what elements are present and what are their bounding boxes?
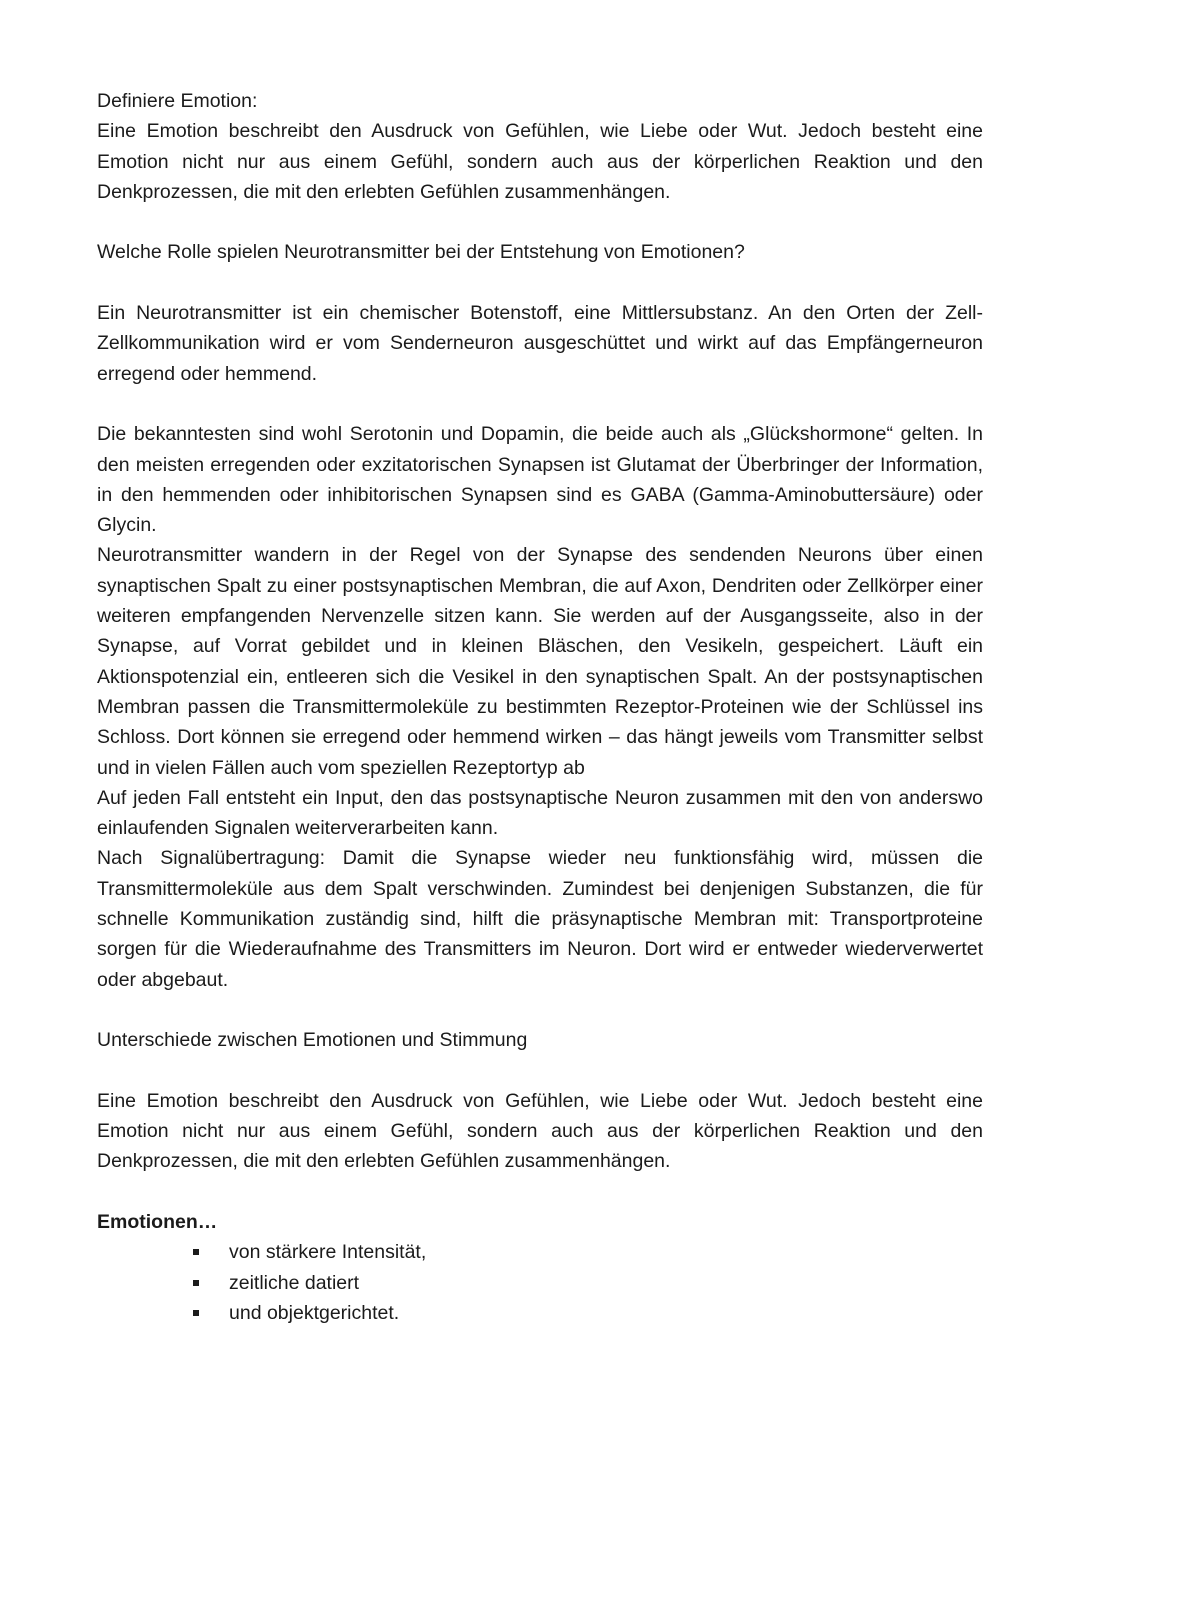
paragraph-input: Auf jeden Fall entsteht ein Input, den das postsynaptische Neuron zusammen mit den von anderswo einlaufenden Signalen weiterverarbeiten kann. bbox=[97, 786, 983, 840]
blank-line bbox=[97, 1056, 983, 1086]
list-item-text: und objektgerichtet. bbox=[229, 1301, 400, 1324]
paragraph-emotion-definition-repeat: Eine Emotion beschreibt den Ausdruck von Gefühlen, wie Liebe oder Wut. Jedoch besteht eine Emotion nicht nur aus einem Gefühl, sondern auch aus der körperlichen Reaktion und den Denkprozessen, die mit den erlebten Gefühlen zusammenhängen. bbox=[97, 1089, 983, 1173]
emotions-list bbox=[97, 1237, 983, 1328]
blank-line bbox=[97, 207, 983, 237]
question-neurotransmitter-role: Welche Rolle spielen Neurotransmitter bei der Entstehung von Emotionen? bbox=[97, 241, 745, 264]
paragraph-emotion-definition: Eine Emotion beschreibt den Ausdruck von Gefühlen, wie Liebe oder Wut. Jedoch besteht eine Emotion nicht nur aus einem Gefühl, sondern auch aus der körperlichen Reaktion und den Denkprozessen, die mit den erlebten Gefühlen zusammenhängen. bbox=[97, 120, 983, 203]
paragraph-neurotransmitter-definition: Ein Neurotransmitter ist ein chemischer Botenstoff, eine Mittlersubstanz. An den Orten der Zell-Zellkommunikation wird er vom Senderneuron ausgeschüttet und wirkt auf das Empfängerneuron erregend oder hemmend. bbox=[97, 302, 983, 385]
paragraph-known-transmitters: Die bekanntesten sind wohl Serotonin und Dopamin, die beide auch als „Glückshormone“ gelten. In den meisten erregenden oder exzitatorischen Synapsen ist Glutamat der Überbringer der Information, in den hemmenden oder inhibitorischen Synapsen sind es GABA (Gamma-Aminobuttersäure) oder Glycin. bbox=[97, 423, 983, 537]
list-title-emotions: Emotionen… bbox=[97, 1210, 218, 1233]
document-page bbox=[97, 86, 983, 1328]
list-item bbox=[193, 1298, 983, 1328]
heading-differences: Unterschiede zwischen Emotionen und Stimmung bbox=[97, 1029, 528, 1052]
heading-define-emotion: Definiere Emotion: bbox=[97, 90, 258, 112]
list-item-text: zeitliche datiert bbox=[229, 1271, 360, 1294]
list-item bbox=[193, 1268, 983, 1298]
list-item-text: von stärkere Intensität, bbox=[229, 1241, 427, 1264]
square-bullet-icon bbox=[193, 1280, 199, 1286]
paragraph-transmitter-pathway: Neurotransmitter wandern in der Regel von der Synapse des sendenden Neurons über einen synaptischen Spalt zu einer postsynaptischen Membran, die auf Axon, Dendriten oder Zellkörper einer weiteren empfangenden Nervenzelle sitzen kann. Sie werden auf der Ausgangsseite, also in der Synapse, auf Vorrat gebildet und in kleinen Bläschen, den Vesikeln, gespeichert. Läuft ein Aktionspotenzial ein, entleeren sich die Vesikel in den synaptischen Spalt. An der postsynaptischen Membran passen die Transmittermoleküle zu bestimmten Rezeptor-Proteinen wie der Schlüssel ins Schloss. Dort können sie erregend oder hemmend wirken – das hängt jeweils vom Transmitter selbst und in vielen Fällen auch vom speziellen Rezeptortyp ab bbox=[97, 544, 983, 779]
blank-line bbox=[97, 389, 983, 419]
blank-line bbox=[97, 268, 983, 298]
square-bullet-icon bbox=[193, 1249, 199, 1255]
square-bullet-icon bbox=[193, 1310, 199, 1316]
blank-line bbox=[97, 1177, 983, 1207]
paragraph-signal-transmission: Nach Signalübertragung: Damit die Synapse wieder neu funktionsfähig wird, müssen die Transmittermoleküle aus dem Spalt verschwinden. Zumindest bei denjenigen Substanzen, die für schnelle Kommunikation zuständig sind, hilft die präsynaptische Membran mit: Transportproteine sorgen für die Wiederaufnahme des Transmitters im Neuron. Dort wird er entweder wiederverwertet oder abgebaut. bbox=[97, 847, 983, 991]
list-item bbox=[193, 1237, 983, 1267]
blank-line bbox=[97, 995, 983, 1025]
